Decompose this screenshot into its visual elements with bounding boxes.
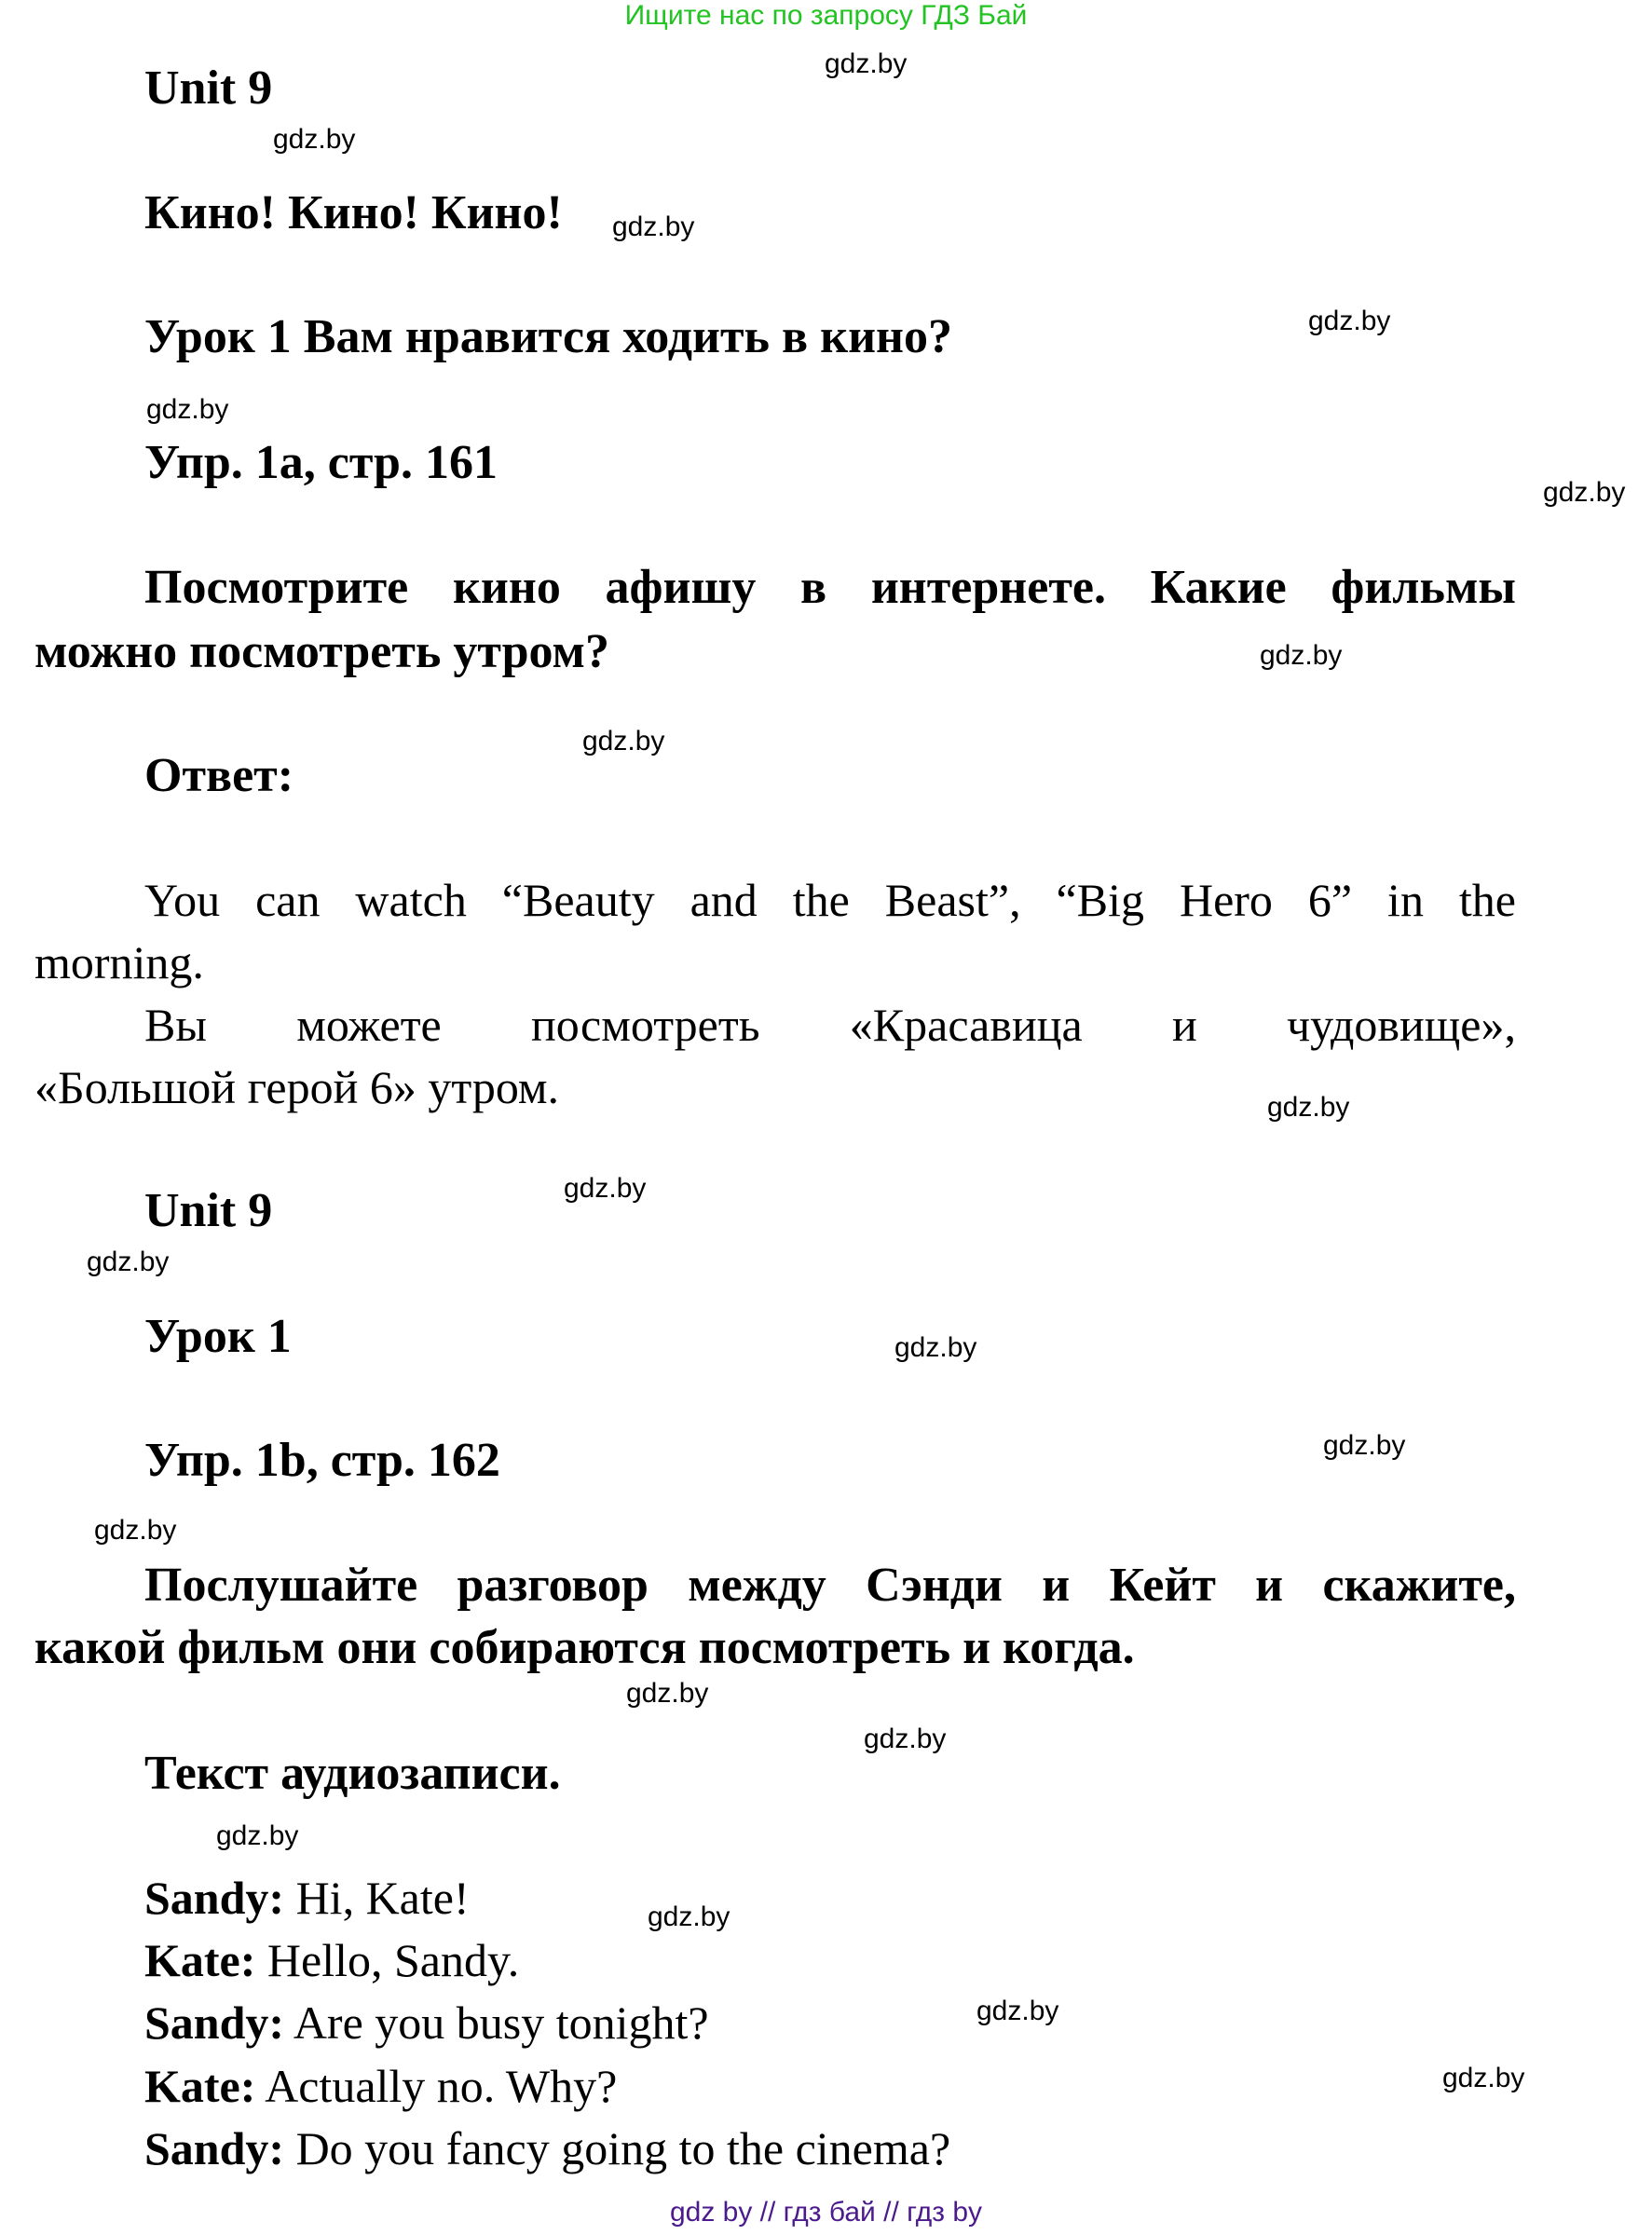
watermark: gdz.by: [894, 1332, 977, 1363]
footer-links[interactable]: gdz by // гдз бай // гдз by: [669, 2197, 983, 2228]
answer-text-en: morning.: [34, 936, 204, 988]
unit-heading: Unit 9: [144, 1184, 273, 1237]
line-text: Hi, Kate!: [284, 1872, 470, 1924]
dialogue-line: [144, 1867, 470, 1928]
dialogue-line: [144, 2055, 617, 2117]
exercise-heading: Упр. 1b, стр. 162: [144, 1434, 500, 1487]
watermark: gdz.by: [626, 1678, 709, 1709]
task-text: Послушайте разговор между Сэнди и Кейт и скажите,: [144, 1559, 1516, 1612]
speaker: Sandy:: [144, 1872, 285, 1924]
task-text: какой фильм они собираются посмотреть и когда.: [34, 1621, 1135, 1674]
watermark: gdz.by: [1442, 2063, 1525, 2093]
search-banner-link[interactable]: Ищите нас по запросу ГДЗ Бай: [624, 0, 1028, 31]
watermark: gdz.by: [648, 1901, 730, 1932]
speaker: Kate:: [144, 1934, 256, 1986]
line-text: Hello, Sandy.: [255, 1934, 520, 1986]
speaker: Sandy:: [144, 2122, 285, 2174]
line-text: Do you fancy going to the cinema?: [284, 2122, 951, 2174]
watermark: gdz.by: [1323, 1430, 1406, 1461]
watermark: gdz.by: [1308, 306, 1391, 336]
line-text: Are you busy tonight?: [284, 1997, 709, 2049]
watermark: gdz.by: [976, 1996, 1059, 2026]
answer-text-ru: «Большой герой 6» утром.: [34, 1061, 560, 1113]
lesson-heading: Урок 1 Вам нравится ходить в кино?: [144, 310, 952, 363]
watermark: gdz.by: [825, 48, 908, 79]
lesson-heading: Урок 1: [144, 1310, 292, 1363]
task-text: можно посмотреть утром?: [34, 625, 609, 678]
exercise-heading: Упр. 1a, стр. 161: [144, 436, 498, 489]
watermark: gdz.by: [864, 1724, 947, 1754]
task-text: Посмотрите кино афишу в интернете. Какие фильмы: [144, 561, 1516, 614]
dialogue-line: [144, 1929, 519, 1991]
unit-title: Кино! Кино! Кино!: [144, 186, 563, 239]
dialogue-line: [144, 1992, 709, 2053]
speaker: Kate:: [144, 2060, 256, 2112]
speaker: Sandy:: [144, 1997, 285, 2049]
watermark: gdz.by: [1267, 1092, 1350, 1123]
answer-text-en: You can watch “Beauty and the Beast”, “Big Hero 6” in the: [144, 874, 1516, 926]
watermark: gdz.by: [612, 211, 695, 242]
answer-label: Ответ:: [144, 749, 294, 802]
watermark: gdz.by: [273, 124, 356, 155]
watermark: gdz.by: [94, 1515, 177, 1546]
line-text: Actually no. Why?: [255, 2060, 618, 2112]
watermark: gdz.by: [1260, 640, 1343, 671]
watermark: gdz.by: [564, 1173, 647, 1204]
dialogue-line: [144, 2118, 950, 2179]
watermark: gdz.by: [216, 1820, 299, 1851]
transcript-label: Текст аудиозаписи.: [144, 1747, 561, 1800]
answer-text-ru: Вы можете посмотреть «Красавица и чудовище»,: [144, 999, 1516, 1051]
watermark: gdz.by: [87, 1247, 170, 1277]
watermark: gdz.by: [1543, 477, 1626, 508]
unit-heading: Unit 9: [144, 61, 273, 115]
watermark: gdz.by: [146, 394, 229, 425]
watermark: gdz.by: [582, 726, 665, 756]
